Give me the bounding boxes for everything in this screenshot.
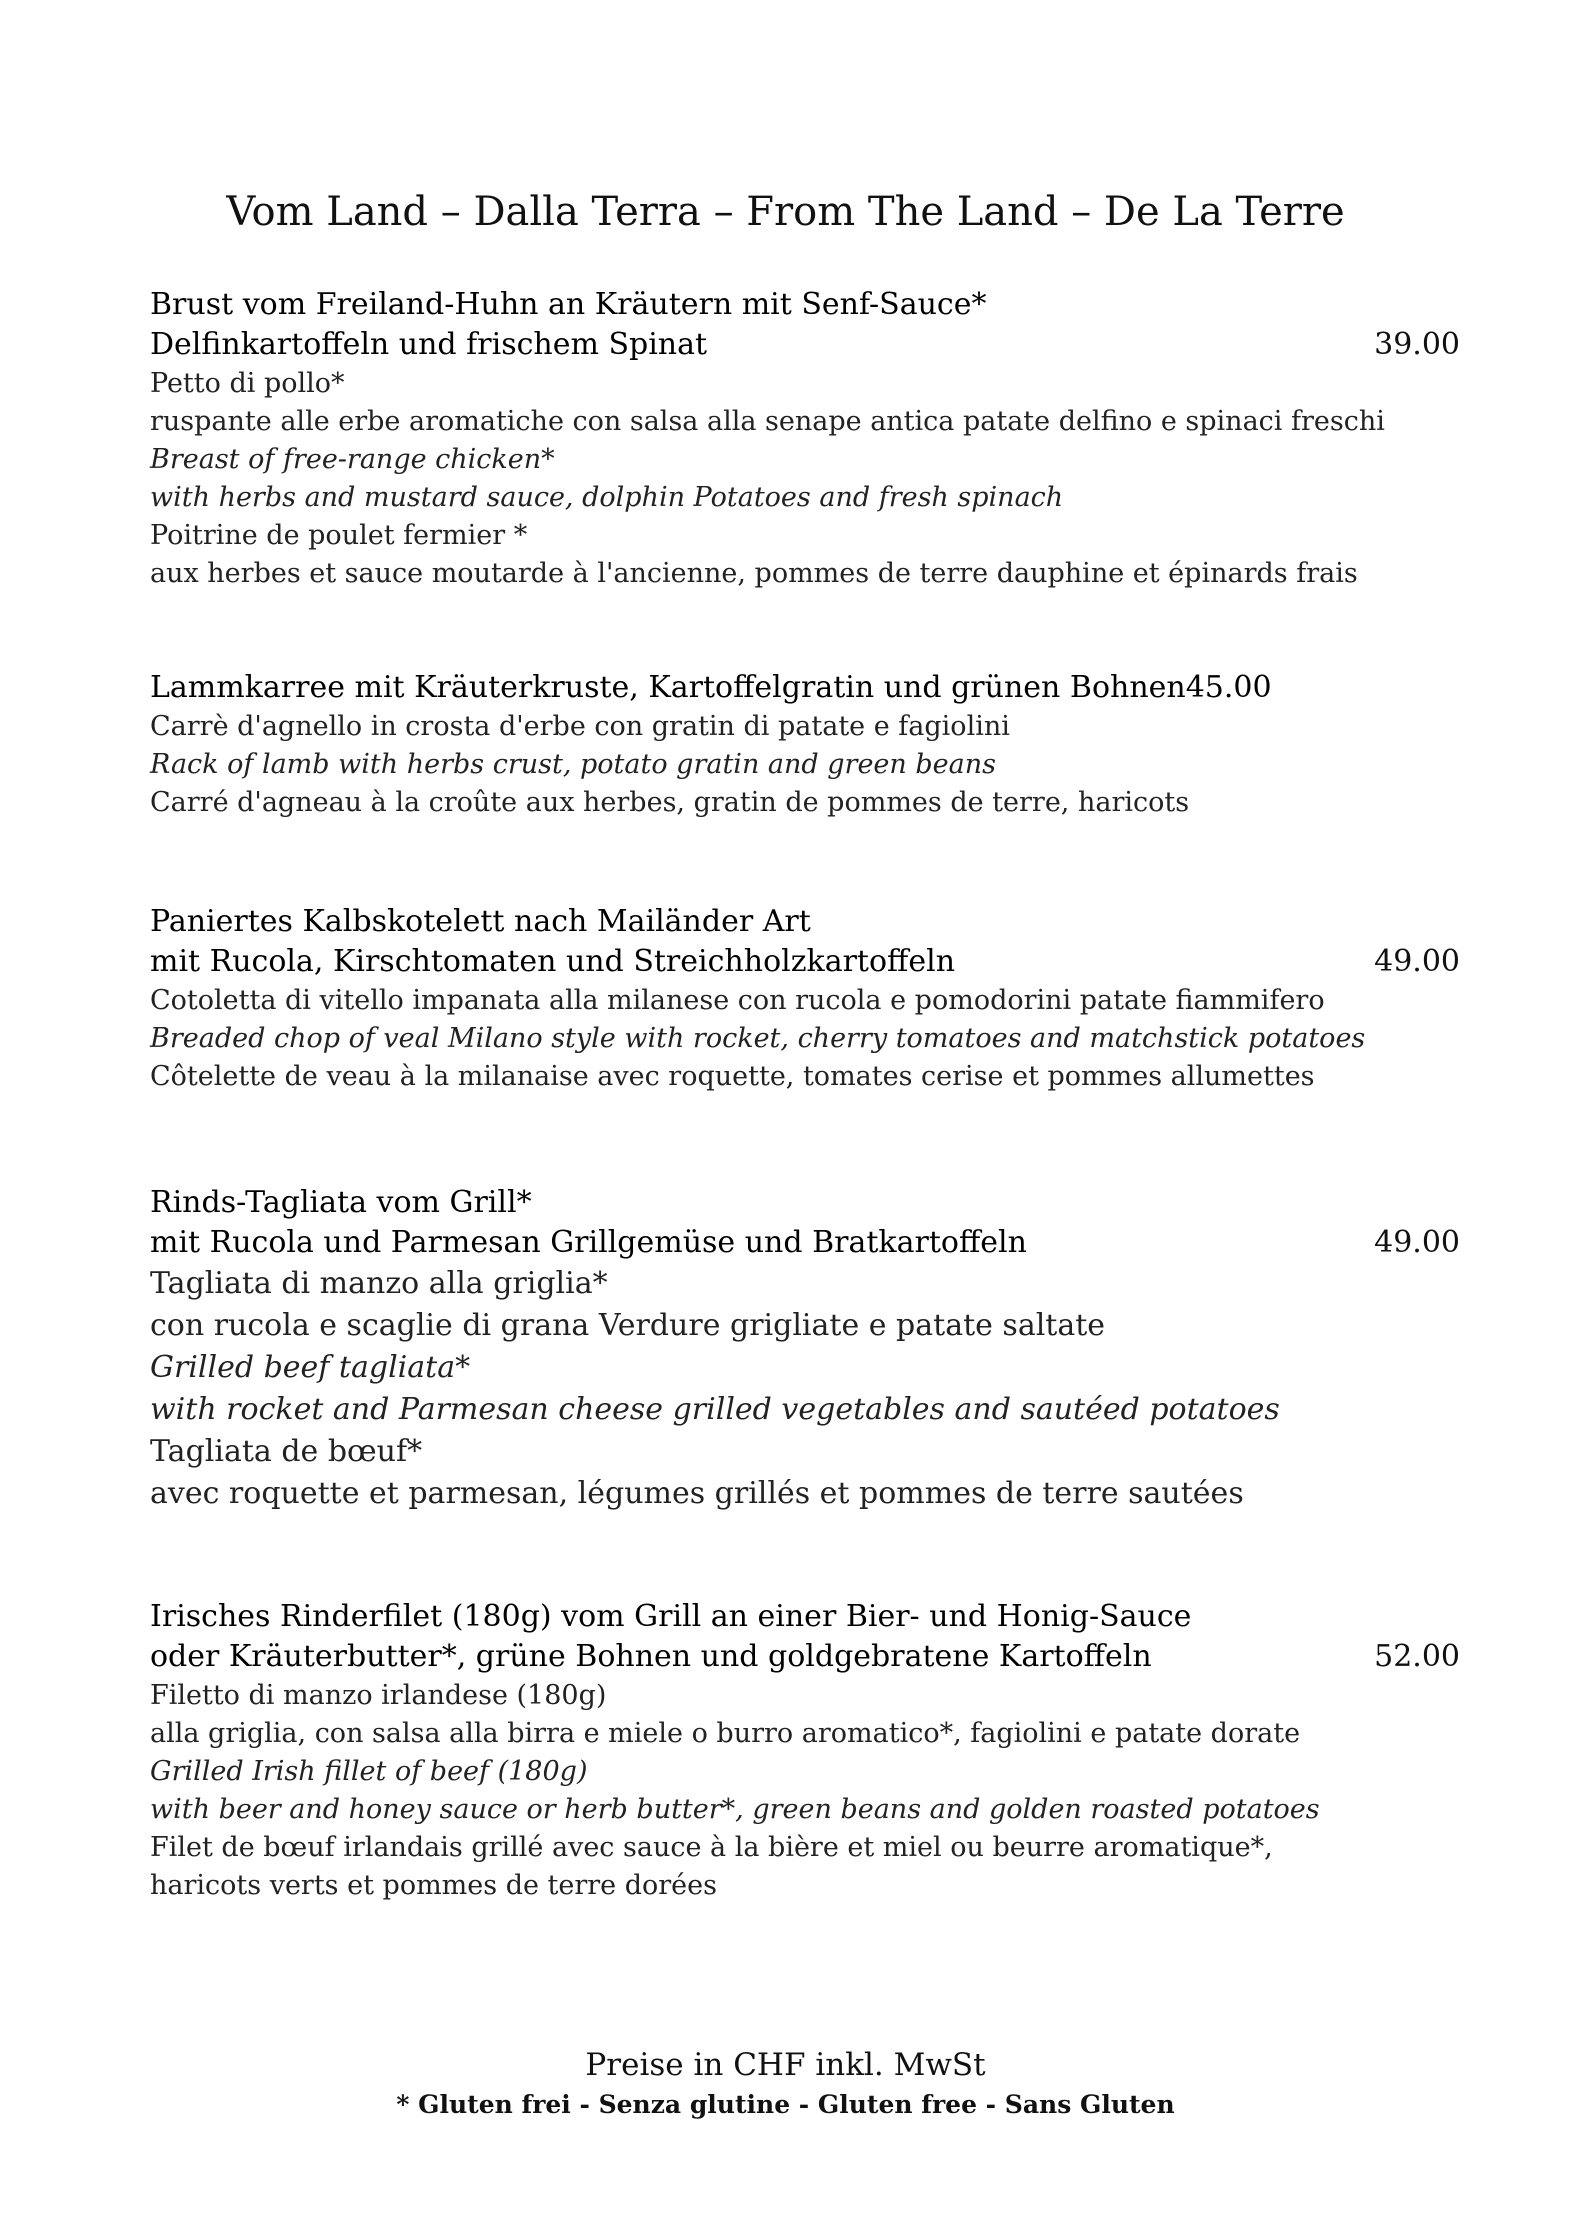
dish-name-en: Grilled beef tagliata* [150,1350,471,1385]
price: 52.00 [1374,1639,1460,1674]
prices-note: Preise in CHF inkl. MwSt [585,2047,986,2083]
dish-name-de: Rinds-Tagliata vom Grill* [150,1185,532,1220]
dish-name-en: Rack of lamb with herbs crust, potato gratin and green beans [150,749,996,780]
dish-name-de: Lammkarree mit Kräuterkruste, Kartoffelgratin und grünen Bohnen45.00 [150,670,1272,705]
dish-name-fr: Tagliata de bœuf* [150,1434,423,1469]
menu-item-tagliata [150,1183,1460,1515]
dish-name-en: Grilled Irish fillet of beef (180g) [150,1756,588,1787]
dish-desc-en: with rocket and Parmesan cheese grilled vegetables and sautéed potatoes [150,1392,1280,1427]
dish-name-fr: Carré d'agneau à la croûte aux herbes, gratin de pommes de terre, haricots [150,787,1190,818]
dish-name-fr: Côtelette de veau à la milanaise avec roquette, tomates cerise et pommes allumettes [150,1061,1315,1092]
dish-desc-fr: avec roquette et parmesan, légumes grillés et pommes de terre sautées [150,1476,1244,1511]
page-title: Vom Land – Dalla Terra – From The Land – De La Terre [226,189,1345,235]
dish-desc-fr-cont: haricots verts et pommes de terre dorées [150,1870,717,1901]
dish-side-de: mit Rucola, Kirschtomaten und Streichholzkartoffeln [150,944,956,979]
dish-desc-it: alla griglia, con salsa alla birra e miele o burro aromatico*, fagiolini e patate dorate [150,1718,1301,1749]
menu-item-irish-fillet [150,1597,1460,1905]
dish-name-en: Breast of free-range chicken* [150,444,555,475]
dish-side-de: mit Rucola und Parmesan Grillgemüse und Bratkartoffeln [150,1225,1027,1260]
dish-name-it: Filetto di manzo irlandese (180g) [150,1680,607,1711]
dish-name-it: Cotoletta di vitello impanata alla milanese con rucola e pomodorini patate fiammifero [150,985,1325,1016]
dish-desc-fr: aux herbes et sauce moutarde à l'ancienne, pommes de terre dauphine et épinards frais [150,558,1358,589]
menu-item-veal [150,902,1460,1096]
menu-item-chicken [150,285,1460,593]
dish-desc-en: with herbs and mustard sauce, dolphin Potatoes and fresh spinach [150,482,1064,513]
dish-desc-fr: Filet de bœuf irlandais grillé avec sauce à la bière et miel ou beurre aromatique*, [150,1832,1273,1863]
dish-name-fr: Poitrine de poulet fermier * [150,520,528,551]
dish-name-it: Tagliata di manzo alla griglia* [150,1266,608,1301]
price: 39.00 [1374,327,1460,362]
dish-name-de: Irisches Rinderfilet (180g) vom Grill an einer Bier- und Honig-Sauce [150,1599,1192,1634]
dish-name-it: Carrè d'agnello in crosta d'erbe con gratin di patate e fagiolini [150,711,1010,742]
dish-desc-en: with beer and honey sauce or herb butter*, green beans and golden roasted potatoes [150,1794,1320,1825]
dish-desc-it: con rucola e scaglie di grana Verdure grigliate e patate saltate [150,1308,1106,1343]
dish-side-de: oder Kräuterbutter*, grüne Bohnen und goldgebratene Kartoffeln [150,1639,1152,1674]
dish-desc-it: ruspante alle erbe aromatiche con salsa alla senape antica patate delfino e spinaci freschi [150,406,1385,437]
price: 49.00 [1374,1225,1460,1260]
gluten-free-note: * Gluten frei - Senza glutine - Gluten free - Sans Gluten [396,2090,1175,2119]
price: 49.00 [1374,944,1460,979]
dish-side-de: Delfinkartoffeln und frischem Spinat [150,327,708,362]
dish-name-en: Breaded chop of veal Milano style with rocket, cherry tomatoes and matchstick potatoes [150,1023,1366,1054]
dish-name-de: Paniertes Kalbskotelett nach Mailänder Art [150,904,811,939]
dish-name-it: Petto di pollo* [150,368,345,399]
menu-item-lamb [150,668,1460,822]
dish-name-de: Brust vom Freiland-Huhn an Kräutern mit Senf-Sauce* [150,287,987,322]
